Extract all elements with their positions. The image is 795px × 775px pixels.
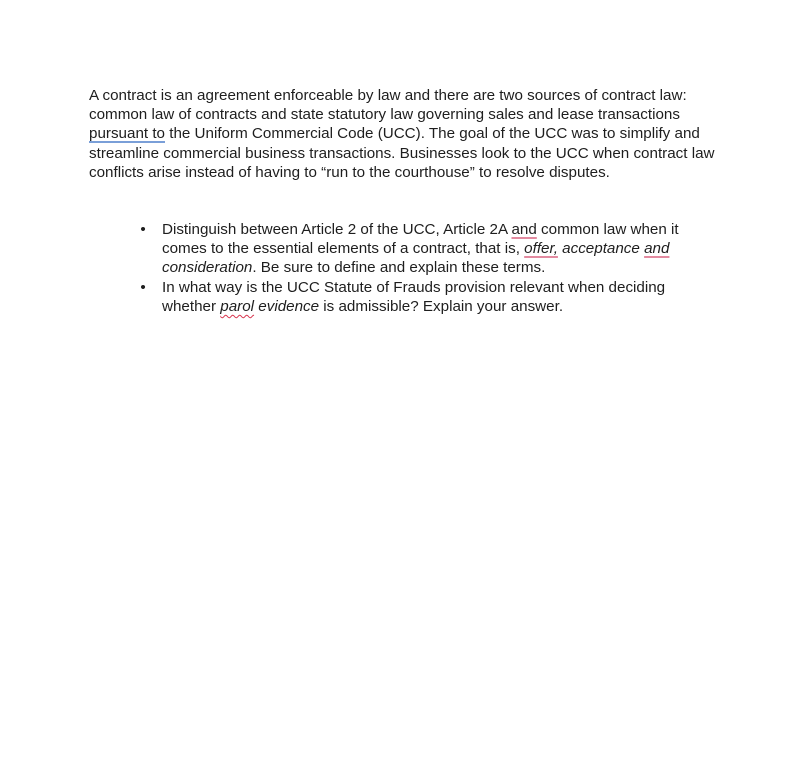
bullet-icon: • [140, 278, 146, 296]
paragraph-text: the Uniform Commercial Code (UCC). The goal of the UCC was to simplify and streamline commercial business transactions. Businesses look to the UCC when contract law conflicts arise instead of having to “run to the courthouse” to resolve disputes. [89, 125, 715, 181]
list-item-text: In what way is the UCC Statute of Frauds provision relevant when deciding whether [162, 278, 666, 315]
list-item-text: common law when it comes to the essential elements of a contract, that is, [162, 221, 679, 258]
term-consideration: consideration [162, 259, 253, 277]
list-item [89, 220, 719, 278]
flagged-term-offer[interactable]: offer, [524, 240, 558, 258]
grammar-suggestion-phrase[interactable]: pursuant to [89, 125, 165, 143]
misspelled-word-parol[interactable]: parol [220, 297, 255, 315]
list-item-text: Distinguish between Article 2 of the UCC, Article 2A [162, 221, 512, 238]
term-acceptance: acceptance [562, 240, 640, 258]
question-list [89, 220, 719, 316]
flagged-word[interactable]: and [644, 240, 670, 258]
flagged-word[interactable]: and [511, 221, 537, 238]
paragraph-text: A contract is an agreement enforceable by law and there are two sources of contract law: common law of contracts and state statutory law governing sales and lease transactions [89, 87, 687, 124]
list-item [89, 278, 719, 316]
list-item-text: is admissible? Explain your answer. [319, 297, 564, 315]
list-item-text: . Be sure to define and explain these terms. [252, 259, 546, 277]
bullet-icon: • [140, 221, 146, 238]
body-paragraph [89, 86, 719, 182]
term-evidence: evidence [258, 297, 320, 315]
